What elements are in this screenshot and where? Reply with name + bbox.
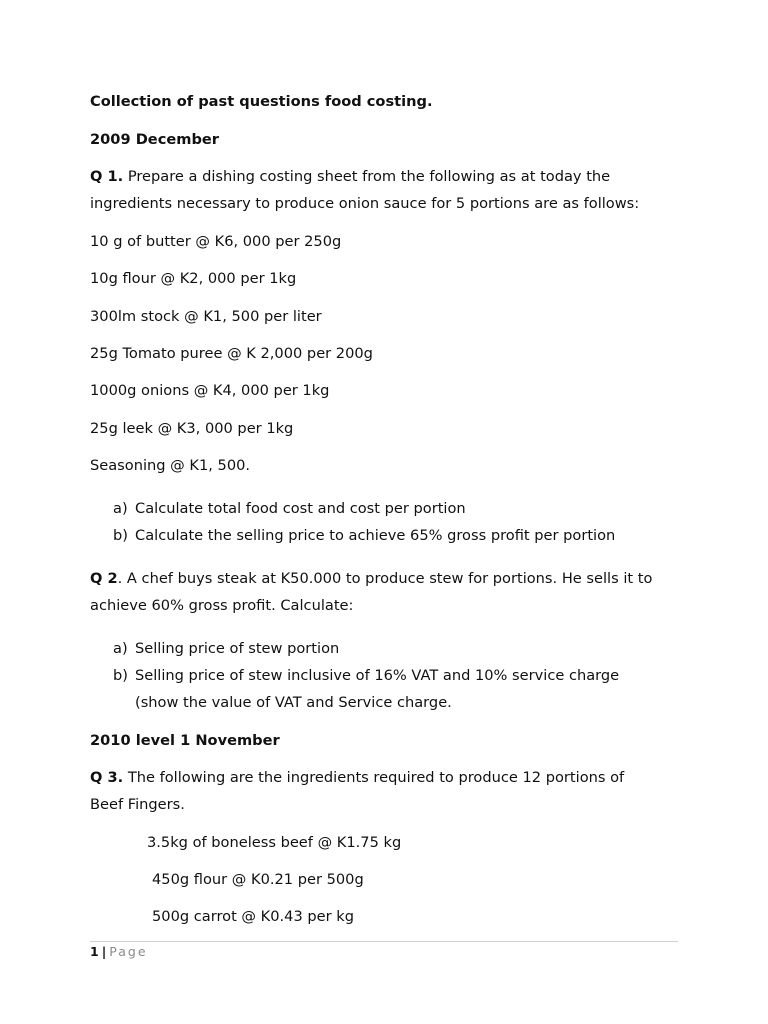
list-text: Calculate the selling price to achieve 65% gross profit per portion <box>135 527 616 544</box>
q3-label: Q 3. <box>90 769 124 786</box>
q2-text-line2: achieve 60% gross profit. Calculate: <box>90 597 354 614</box>
q1-line1 <box>90 163 610 190</box>
list-marker: b) <box>113 667 128 684</box>
q2-text-line1: . A chef buys steak at K50.000 to produce stew for portions. He sells it to <box>117 570 653 587</box>
q2-task-b-continued: (show the value of VAT and Service charge. <box>135 694 452 711</box>
footer-separator: | <box>101 944 107 959</box>
page-footer <box>90 944 148 960</box>
q1-ingredient: 25g Tomato puree @ K 2,000 per 200g <box>90 345 373 362</box>
section-heading-2010: 2010 level 1 November <box>90 732 280 749</box>
q3-line1 <box>90 764 624 791</box>
q1-label: Q 1. <box>90 168 124 185</box>
q2-label: Q 2 <box>90 570 118 587</box>
page-label: Page <box>109 944 148 959</box>
footer-divider <box>90 941 678 942</box>
section-heading-2009: 2009 December <box>90 131 220 148</box>
q1-ingredient: 10 g of butter @ K6, 000 per 250g <box>90 233 342 250</box>
q3-text-line2: Beef Fingers. <box>90 796 185 813</box>
list-marker: a) <box>113 640 128 657</box>
q3-ingredient: 450g flour @ K0.21 per 500g <box>152 871 364 888</box>
q1-text-line1: Prepare a dishing costing sheet from the following as at today the <box>123 168 611 185</box>
list-text: Selling price of stew portion <box>135 640 340 657</box>
q1-ingredient: Seasoning @ K1, 500. <box>90 457 251 474</box>
list-text: Selling price of stew inclusive of 16% VAT and 10% service charge <box>135 667 620 684</box>
list-marker: b) <box>113 527 128 544</box>
q1-ingredient: 300lm stock @ K1, 500 per liter <box>90 308 322 325</box>
q3-text-line1: The following are the ingredients required to produce 12 portions of <box>123 769 625 786</box>
q1-text-line2: ingredients necessary to produce onion sauce for 5 portions are as follows: <box>90 195 640 212</box>
q3-ingredient: 3.5kg of boneless beef @ K1.75 kg <box>147 834 402 851</box>
page-number: 1 <box>90 944 99 959</box>
q1-ingredient: 25g leek @ K3, 000 per 1kg <box>90 420 294 437</box>
document-title: Collection of past questions food costing. <box>90 93 433 110</box>
q2-line1 <box>90 565 652 592</box>
q3-ingredient: 500g carrot @ K0.43 per kg <box>152 908 354 925</box>
list-marker: a) <box>113 500 128 517</box>
q1-ingredient: 10g flour @ K2, 000 per 1kg <box>90 270 297 287</box>
list-text: Calculate total food cost and cost per portion <box>135 500 466 517</box>
q1-ingredient: 1000g onions @ K4, 000 per 1kg <box>90 382 330 399</box>
